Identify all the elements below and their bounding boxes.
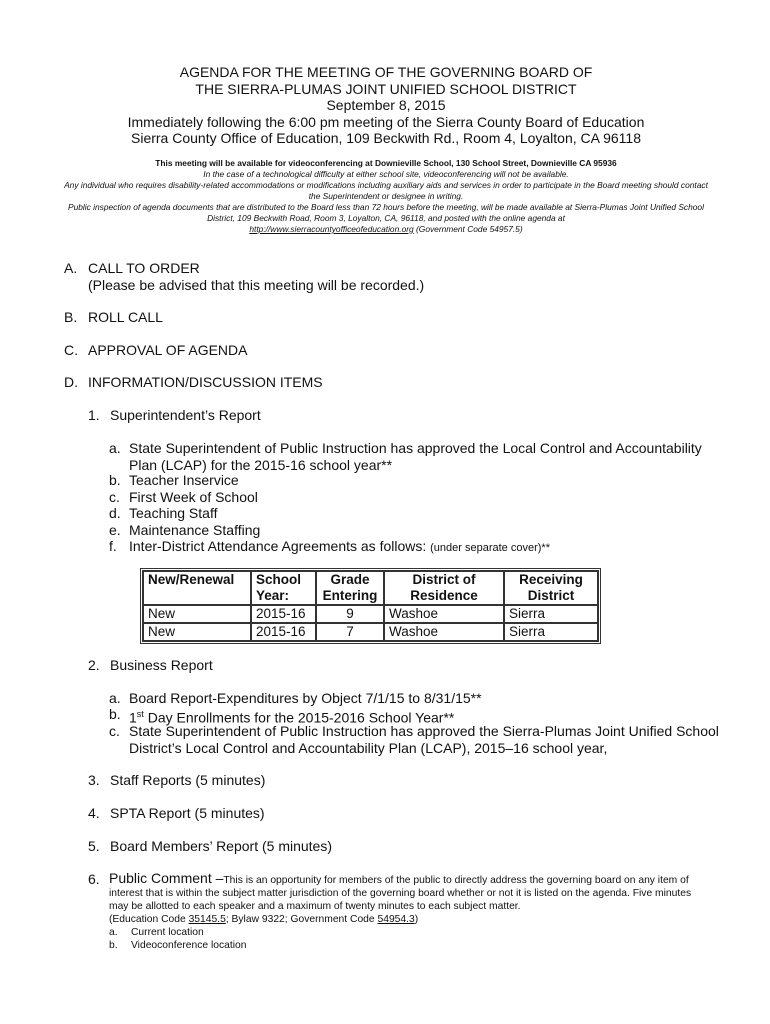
government-code-ref: (Government Code 54957.5) [416, 224, 523, 234]
section-a-note: (Please be advised that this meeting will be recorded.) [88, 277, 425, 293]
list-text: Videoconference location [131, 940, 247, 951]
list-marker: b. [109, 940, 118, 951]
list-text: Teaching Staff [129, 505, 218, 521]
table-cell: 2015-16 [251, 605, 316, 623]
agenda-header [60, 64, 712, 147]
reference-suffix: ) [414, 914, 419, 925]
section-a [64, 260, 200, 277]
website-link[interactable]: http://www.sierracountyofficeofeducation.org [249, 224, 414, 234]
section-b-label: B. [64, 309, 78, 325]
item-3-number: 3. [88, 772, 100, 788]
list-text: State Superintendent of Public Instruction has approved the Local Control and Accountability Plan (LCAP) for the 2015-16 school year** [129, 440, 702, 473]
list-text: First Week of School [129, 489, 258, 505]
item-4 [88, 805, 265, 822]
item-3-title: Staff Reports (5 minutes) [110, 772, 266, 788]
list-text: Board Report-Expenditures by Object 7/1/15 to 8/31/15** [129, 690, 482, 706]
column-header: Grade Entering [316, 571, 384, 605]
table-cell: Sierra [504, 623, 598, 641]
table-cell: Washoe [384, 623, 504, 641]
section-d [64, 374, 323, 391]
list-marker: c. [109, 489, 120, 505]
table-cell: 9 [316, 605, 384, 623]
disability-notice: Any individual who requires disability-related accommodations or modifications including auxiliary aids and services in order to participate in the Board meeting should contact the Superintendent or designee in writing. [64, 180, 708, 201]
videoconference-notice: This meeting will be available for videoconferencing at Downieville School, 130 School Street, Downieville CA 95936 [155, 158, 617, 168]
public-comment-text: This is an opportunity for members of the public to directly address the governing board on any item of interest that is within the subject matter jurisdiction of the governing board whether or not it is listed on the agenda. Five minutes may be allotted to each speaker and a maximum of twenty minutes to each subject matter. [109, 875, 692, 912]
column-header: District of Residence [384, 571, 504, 605]
table-cell: New [143, 623, 251, 641]
list-text: Current location [131, 927, 204, 938]
separate-cover-note: (under separate cover)** [430, 542, 550, 554]
list-text: Teacher Inservice [129, 472, 239, 488]
item-2 [88, 657, 213, 674]
meeting-date: September 8, 2015 [326, 97, 446, 113]
list-marker: c. [109, 723, 120, 739]
item-3 [88, 772, 265, 789]
meeting-notice [62, 158, 710, 235]
list-marker: a. [109, 690, 121, 706]
section-c [64, 342, 248, 359]
item-6-sub-b [109, 939, 246, 952]
list-marker: f. [109, 538, 117, 554]
list-marker: e. [109, 522, 121, 538]
item-5-title: Board Members’ Report (5 minutes) [110, 838, 333, 854]
list-text: Maintenance Staffing [129, 522, 261, 538]
table-header-row [143, 571, 598, 605]
public-comment-dash: – [211, 870, 224, 886]
column-header: New/Renewal [143, 571, 251, 605]
technical-difficulty-notice: In the case of a technological difficulty at either school site, videoconferencing will not be available. [203, 169, 569, 179]
section-b-title: ROLL CALL [88, 309, 163, 325]
enrollments-text: Day Enrollments for the 2015-2016 School Year** [143, 709, 455, 726]
public-inspection-notice [62, 202, 710, 235]
list-marker: d. [109, 505, 121, 521]
table-row [143, 623, 598, 641]
item-6-sub-a [109, 926, 204, 939]
ordinal-number: 1 [129, 709, 137, 726]
list-marker: b. [109, 472, 121, 488]
column-header: Receiving District [504, 571, 598, 605]
header-line-1: AGENDA FOR THE MEETING OF THE GOVERNING BOARD OF [179, 64, 593, 80]
ordinal-suffix: st [136, 709, 144, 719]
list-text [129, 538, 719, 557]
attendance-agreements-table [140, 568, 601, 644]
item-1 [88, 407, 261, 424]
list-marker: a. [109, 440, 121, 456]
item-4-number: 4. [88, 805, 100, 821]
column-header: School Year: [251, 571, 316, 605]
section-c-label: C. [64, 342, 78, 358]
item-2-title: Business Report [110, 657, 213, 673]
item-1-number: 1. [88, 407, 100, 423]
list-marker: b. [109, 706, 121, 722]
table-row [143, 605, 598, 623]
table-cell: 2015-16 [251, 623, 316, 641]
public-comment-block [109, 872, 709, 926]
inspection-text: Public inspection of agenda documents that are distributed to the Board less than 72 hours before the meeting, will be made available at Sierra-Plumas Joint Unified School District, 109 Beckwith Road, Room 3, Loyalton, CA, 96118, and posted with the online agenda at [68, 202, 704, 223]
item-5 [88, 838, 332, 855]
header-line-2: THE SIERRA-PLUMAS JOINT UNIFIED SCHOOL DISTRICT [195, 80, 577, 97]
section-c-title: APPROVAL OF AGENDA [88, 342, 248, 358]
reference-middle: ; Bylaw 9322; Government Code [225, 914, 378, 925]
item-5-number: 5. [88, 838, 100, 854]
item-4-title: SPTA Report (5 minutes) [110, 805, 265, 821]
table-cell: 7 [316, 623, 384, 641]
attendance-agreements-text: Inter-District Attendance Agreements as follows: [129, 538, 427, 554]
table-cell: Sierra [504, 605, 598, 623]
section-d-title: INFORMATION/DISCUSSION ITEMS [88, 374, 323, 390]
meeting-time: Immediately following the 6:00 pm meeting of the Sierra County Board of Education [127, 113, 645, 130]
item-6-number: 6. [88, 871, 100, 887]
meeting-location: Sierra County Office of Education, 109 Beckwith Rd., Room 4, Loyalton, CA 96118 [131, 130, 641, 146]
education-code-link[interactable]: 35145.5 [188, 914, 226, 925]
table-cell: Washoe [384, 605, 504, 623]
section-b [64, 309, 163, 326]
table-cell: New [143, 605, 251, 623]
reference-prefix: (Education Code [109, 914, 189, 925]
section-a-title: CALL TO ORDER [88, 260, 200, 276]
government-code-link[interactable]: 54954.3 [377, 914, 415, 925]
public-comment-title: Public Comment [109, 870, 212, 886]
item-2-number: 2. [88, 657, 100, 673]
section-a-label: A. [64, 260, 78, 276]
item-1-title: Superintendent’s Report [110, 407, 261, 423]
section-d-label: D. [64, 374, 78, 390]
list-text: State Superintendent of Public Instruction has approved the Sierra-Plumas Joint Unified School District’s Local Control and Accountability Plan (LCAP), 2015–16 school year, [129, 723, 719, 756]
list-marker: a. [109, 927, 118, 938]
